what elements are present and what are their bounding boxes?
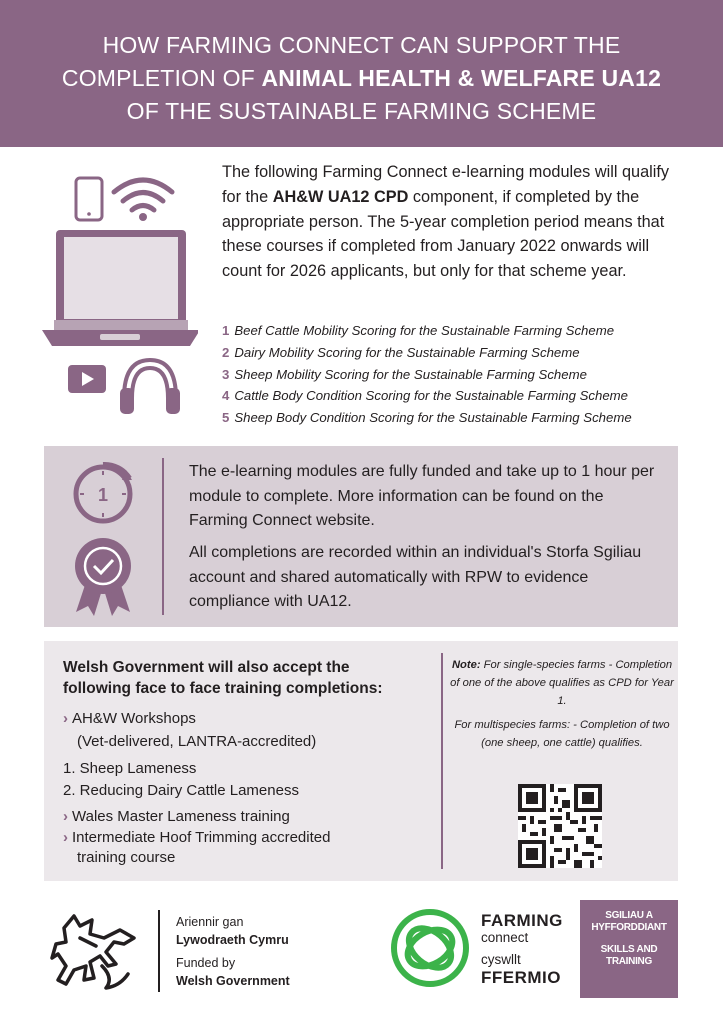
chevron-right-icon: › [63, 808, 68, 825]
note-text-1: For single-species farms - Completion of one of the above qualifies as CPD for Year 1. [450, 659, 674, 707]
certified-badge-icon [70, 534, 136, 618]
badge-line-3: SKILLS AND [600, 944, 658, 955]
video-play-icon [68, 365, 106, 393]
badge-line-1: SGILIAU A [605, 910, 653, 921]
badge-line-2: HYFFORDDIANT [591, 922, 667, 933]
header-line-2-text: COMPLETION OF [61, 65, 262, 91]
note-text-2: For multispecies farms: - Completion of two (one sheep, one cattle) qualifies. [454, 719, 670, 749]
devices-illustration [38, 170, 198, 430]
module-list [222, 320, 692, 429]
fc-line-2: connect [481, 930, 529, 945]
header-banner [0, 0, 723, 147]
master-lameness-label: Wales Master Lameness training [72, 808, 290, 825]
wg-line-3: Funded by [176, 956, 236, 970]
module-item[interactable] [222, 342, 692, 364]
qr-code-icon[interactable] [518, 784, 602, 868]
face-to-face-heading-1: Welsh Government will also accept the [63, 659, 350, 676]
fc-line-4: FFERMIO [481, 968, 561, 987]
badge-line-4: TRAINING [606, 956, 652, 967]
master-lameness-item [63, 806, 290, 827]
vertical-divider [162, 458, 164, 615]
module-item[interactable] [222, 320, 692, 342]
header-line-3: OF THE SUSTAINABLE FARMING SCHEME [126, 98, 597, 124]
welsh-dragon-logo-icon [44, 908, 144, 994]
footer-divider [158, 910, 160, 992]
funding-paragraph-2: All completions are recorded within an individual's Storfa Sgiliau account and shared automatically with RPW to evidence compliance with UA12. [189, 544, 642, 610]
face-to-face-heading-2: following face to face training completions: [63, 680, 383, 697]
fc-line-1: FARMING [481, 911, 563, 930]
module-title: Dairy Mobility Scoring for the Sustainable Farming Scheme [234, 344, 580, 360]
module-number: 3 [222, 366, 230, 382]
module-number: 5 [222, 410, 230, 426]
module-item[interactable] [222, 407, 692, 429]
module-item[interactable] [222, 364, 692, 386]
intro-text-2: component, if completed by the appropriate person. The 5-year completion period means that these courses if completed from January 2022 onwards will count for 2026 applicants, but only for that scheme year. [222, 187, 665, 281]
header-line-1: HOW FARMING CONNECT CAN SUPPORT THE [102, 32, 621, 58]
workshops-item [63, 708, 196, 729]
module-title: Beef Cattle Mobility Scoring for the Sustainable Farming Scheme [234, 323, 615, 338]
workshops-sub: (Vet-delivered, LANTRA-accredited) [77, 733, 317, 750]
headphones-icon [120, 360, 180, 414]
face-to-face-box [44, 641, 678, 881]
chevron-right-icon: › [63, 710, 68, 727]
hoof-trimming-sub: training course [77, 849, 176, 866]
module-title: Cattle Body Condition Scoring for the Sustainable Farming Scheme [234, 388, 628, 404]
tablet-icon [76, 178, 102, 220]
timer-icon [68, 456, 138, 526]
wg-line-2: Lywodraeth Cymru [176, 933, 289, 947]
workshops-label: AH&W Workshops [72, 710, 196, 727]
fc-line-3: cyswllt [481, 952, 521, 967]
sheep-lameness-item: 1. Sheep Lameness [63, 760, 197, 777]
module-title: Sheep Mobility Scoring for the Sustainable Farming Scheme [234, 366, 587, 382]
wg-line-1: Ariennir gan [176, 915, 244, 929]
skills-training-badge [580, 900, 678, 998]
intro-paragraph [222, 160, 672, 284]
wg-line-4: Welsh Government [176, 974, 290, 988]
wifi-icon [114, 180, 172, 221]
hoof-trimming-label: Intermediate Hoof Trimming accredited [72, 829, 331, 846]
module-title: Sheep Body Condition Scoring for the Sustainable Farming Scheme [234, 410, 632, 426]
header-line-2-bold: ANIMAL HEALTH & WELFARE UA12 [261, 65, 662, 91]
module-number: 2 [222, 344, 230, 360]
module-number: 1 [222, 323, 230, 338]
chevron-right-icon: › [63, 829, 68, 846]
funding-info-box [44, 446, 678, 627]
hoof-trimming-item [63, 827, 330, 848]
header-line-2 [0, 65, 723, 92]
note-block [449, 656, 675, 752]
module-number: 4 [222, 388, 230, 404]
vertical-divider [441, 653, 443, 869]
intro-text-bold: AH&W UA12 CPD [272, 187, 409, 206]
funding-paragraph-1: The e-learning modules are fully funded and take up to 1 hour per module to complete. More information can be found on the Farming Connect website. [189, 463, 655, 529]
timer-number: 1 [97, 485, 109, 505]
intro-text-1: The following Farming Connect e-learning modules will qualify for the [222, 163, 670, 206]
note-label: Note: [451, 659, 481, 671]
dairy-lameness-item: 2. Reducing Dairy Cattle Lameness [63, 782, 299, 799]
farming-connect-logo-icon [386, 904, 474, 992]
laptop-icon [42, 230, 198, 346]
module-item[interactable] [222, 385, 692, 407]
